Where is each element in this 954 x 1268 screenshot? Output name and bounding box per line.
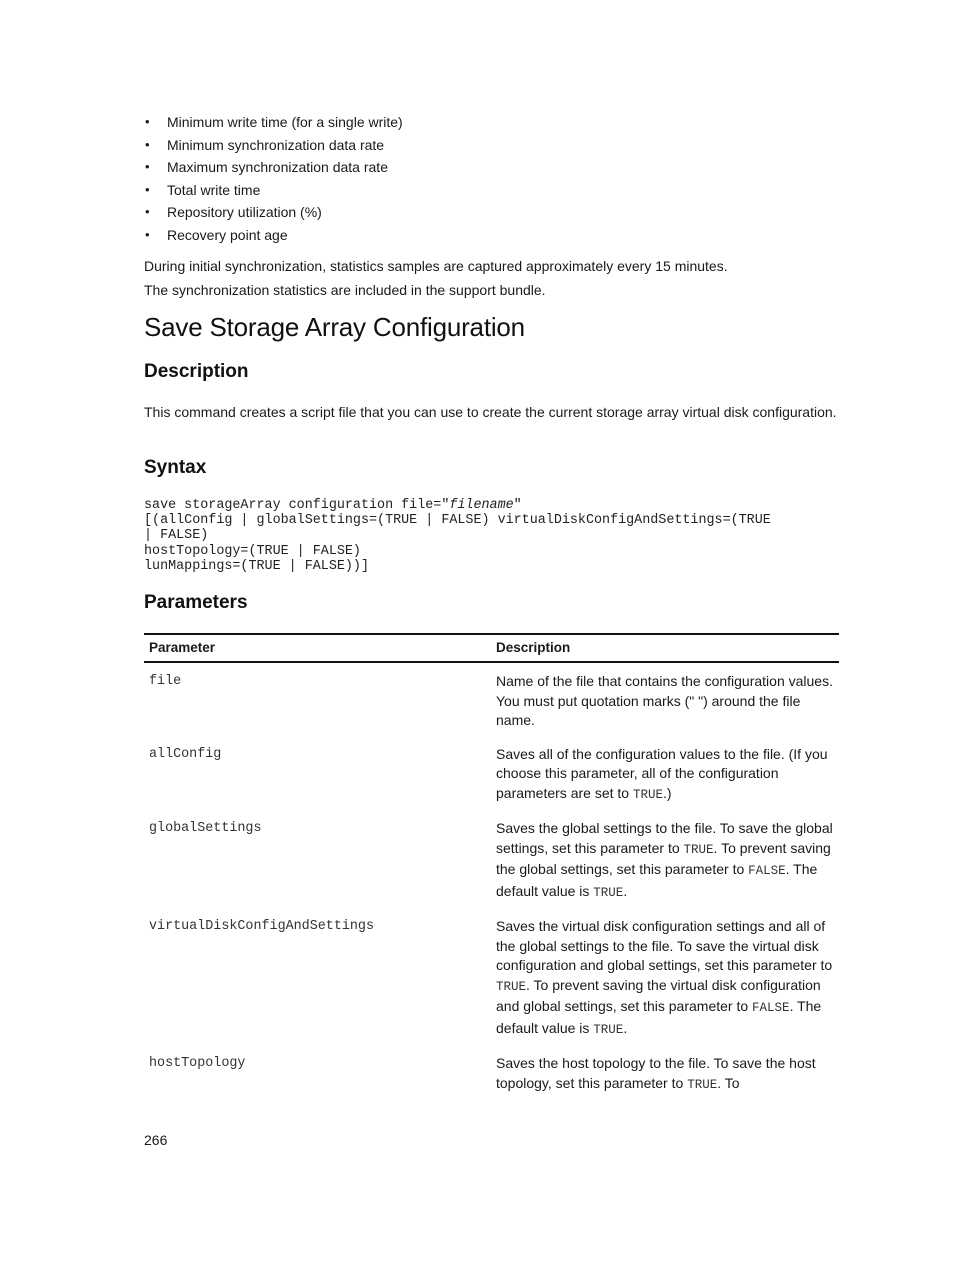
- bullet-item: • Minimum synchronization data rate: [144, 135, 839, 158]
- keyword-value: TRUE: [687, 1077, 718, 1092]
- syntax-filename-arg: filename: [449, 498, 514, 513]
- bullet-item: • Minimum write time (for a single write): [144, 112, 839, 135]
- table-row: [144, 662, 839, 736]
- keyword-value: TRUE: [683, 842, 714, 857]
- syntax-line-2: [(allConfig | globalSettings=(TRUE | FALSE) virtualDiskConfigAndSettings=(TRUE: [144, 513, 771, 529]
- parameter-name: hostTopology: [149, 1056, 246, 1071]
- parameter-description: [491, 662, 839, 736]
- description-text-part: .): [662, 784, 672, 801]
- keyword-value: TRUE: [593, 1022, 624, 1037]
- description-text-part: . To: [717, 1074, 740, 1091]
- syntax-heading: Syntax: [144, 457, 207, 478]
- description-text-part: Saves all of the configuration values to the file. (If you choose this parameter, all of the configuration parameters are set to: [496, 745, 828, 801]
- table-header-row: [144, 634, 839, 662]
- description-text-part: . To prevent saving the global settings, set this parameter to: [496, 839, 831, 877]
- bullet-item: • Repository utilization (%): [144, 202, 839, 225]
- sync-sampling-paragraph: During initial synchronization, statistics samples are captured approximately every 15 minutes.: [144, 258, 728, 274]
- description-text-part: . The default value is: [496, 998, 822, 1036]
- syntax-line-3: | FALSE): [144, 528, 209, 544]
- parameter-name: allConfig: [149, 746, 222, 762]
- description-text-part: . To prevent saving the virtual disk configuration and global settings, set this parameter to: [496, 976, 821, 1014]
- parameter-description: [491, 736, 839, 811]
- description-heading: Description: [144, 361, 249, 382]
- column-header-parameter: Parameter: [144, 634, 491, 662]
- syntax-line-4: hostTopology=(TRUE | FALSE): [144, 543, 361, 559]
- syntax-code-block: [144, 498, 771, 574]
- table-row: [144, 908, 839, 1045]
- bullet-item: • Maximum synchronization data rate: [144, 157, 839, 180]
- keyword-value: TRUE: [496, 979, 527, 994]
- keyword-value: FALSE: [748, 864, 786, 878]
- page-title: Save Storage Array Configuration: [144, 312, 525, 342]
- description-text-part: Saves the global settings to the file. To save the global settings, set this parameter to: [496, 820, 833, 856]
- description-text-part: . The default value is: [496, 861, 818, 899]
- parameter-name: globalSettings: [149, 821, 262, 836]
- table-row: [144, 736, 839, 811]
- description-text-part: .: [623, 1019, 628, 1036]
- description-text: This command creates a script file that you can use to create the current storage array virtual disk configuration.: [144, 404, 837, 420]
- table-row: [144, 810, 839, 908]
- description-text-part: Name of the file that contains the configuration values. You must put quotation marks (" ") around the file name.: [496, 673, 833, 728]
- bullet-item: • Total write time: [144, 180, 839, 203]
- parameter-description: [491, 908, 839, 1045]
- support-bundle-paragraph: The synchronization statistics are included in the support bundle.: [144, 282, 546, 298]
- description-text-part: Saves the host topology to the file. To save the host topology, set this parameter to: [496, 1055, 816, 1091]
- keyword-value: TRUE: [593, 885, 624, 900]
- parameter-name: virtualDiskConfigAndSettings: [149, 919, 374, 934]
- keyword-value: FALSE: [752, 1001, 790, 1015]
- syntax-line-1-prefix: save storageArray configuration file=": [144, 498, 450, 513]
- parameter-description: [491, 1045, 839, 1100]
- page-number: 266: [144, 1132, 168, 1148]
- table-row: [144, 1045, 839, 1100]
- parameter-name: file: [149, 674, 182, 689]
- parameter-description: [491, 810, 839, 908]
- keyword-value: TRUE: [632, 787, 663, 802]
- description-text-part: Saves the virtual disk configuration settings and all of the global settings to the file. To save the virtual disk configuration and global settings, set this parameter to: [496, 918, 833, 973]
- syntax-line-5: lunMappings=(TRUE | FALSE))]: [144, 558, 369, 574]
- parameters-heading: Parameters: [144, 592, 248, 613]
- description-text-part: .: [623, 882, 628, 899]
- syntax-line-1-suffix: ": [513, 498, 522, 513]
- parameters-table: [144, 633, 839, 1100]
- bullet-item: • Recovery point age: [144, 225, 839, 248]
- statistics-bullet-list: [144, 112, 839, 247]
- column-header-description: Description: [491, 634, 839, 662]
